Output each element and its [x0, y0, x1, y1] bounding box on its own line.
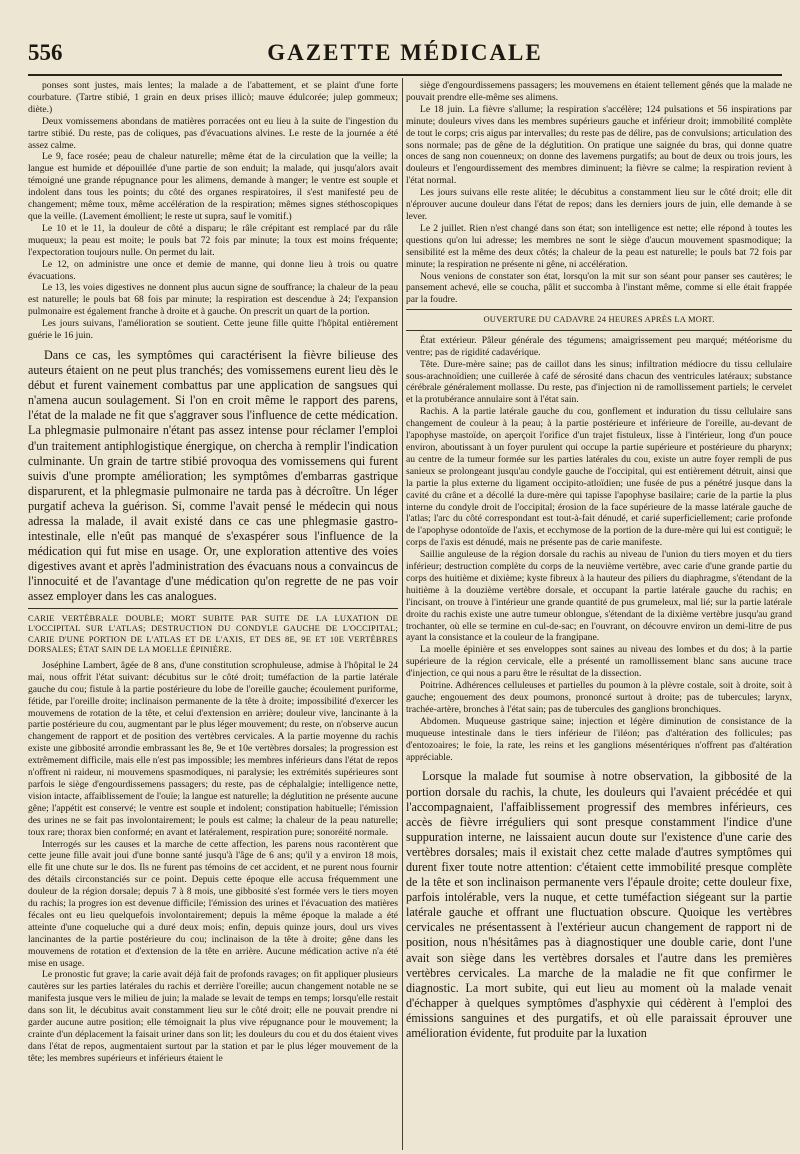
section-rule: [28, 608, 398, 609]
paragraph: Le 18 juin. La fièvre s'allume; la respiration s'accélère; 124 pulsations et 56 inspirations par minute; douleurs vives dans les membres supérieurs gauche et inférieur droit; immobilité complète de tout le corps; cris aigus par intervalles; du reste pas de délire, pas de convulsions; articulation des sons normale; pas de gêne de la déglutition. On pratique une saignée du bras, qui donne quatre onces de sang non couenneux; on donne des lavemens purgatifs; au bout de deux ou trois jours, les douleurs et l'engourdissement des membres diminuent; la fièvre se calme; la respiration revient à l'état normal.: [406, 103, 792, 187]
page-number: 556: [28, 40, 63, 65]
paragraph: siège d'engourdissemens passagers; les mouvemens en étaient tellement gênés que la malade ne pouvait prendre elle-même ses alimens.: [406, 80, 792, 103]
paragraph: Rachis. A la partie latérale gauche du cou, gonflement et induration du tissu cellulaire sans changement de couleur à la peau; à la partie postérieure et inférieure de l'oreille, au-devant de l'apophyse mastoïde, on aperçoit l'orifice d'un trajet fistuleux, lisse à l'intérieur, long d'un pouce environ, aboutissant à un foyer purulent qui occupe la partie supérieure et postérieure du pharynx; au centre de la tumeur formée sur les parties latérales du cou, existe un autre foyer rempli de pus sanieux se prolongeant jusqu'au condyle gauche de l'occipital, qui est entièrement détruit, ainsi que la partie la plus externe du ligament occipito-atloïdien; une fusée de pus a pénétré jusque dans la cavité du crâne et a décollé la dure-mère qui tapisse l'apophyse basilaire; carie de la partie la plus interne du condyle droit de l'occipital; érosion de la face supérieure de la masse latérale gauche de l'atlas; l'arc du côté correspondant est tout-à-fait dénudé, et carié superficiellement; carie profonde de l'apophyse odontoïde de l'axis, et ecchymose de la portion de la dure-mère qui lui est contiguë; le corps de l'axis est dénudé, mais ne présente pas de carie manifeste.: [406, 406, 792, 549]
commentary-paragraph: Dans ce cas, les symptômes qui caractérisent la fièvre bilieuse des auteurs étaient on ne peut plus tranchés; des vomissemens eurent lieu dès le début et furent vainement combattus par une application de sangsues qui n'amena aucun soulagement. Si l'on en croit même le rapport des parens, l'état de la malade ne fit que s'aggraver sous l'influence de cette médication. La phlegmasie pulmonaire n'étant pas assez intense pour réclamer l'emploi d'un traitement antiphlogistique énergique, on chercha à remplir l'indication culminante. Un grain de tartre stibié provoqua des vomissemens qui furent suivis d'une prompte amélioration; les symptômes d'embarras gastrique disparurent, et la phlegmasie pulmonaire ne tarda pas à décroître. Un léger purgatif acheva la guérison. Si, comme l'avait pensé le médecin qui nous adressa la malade, il avait existé dans ce cas une phlegmasie gastro-intestinale, elle n'eût pas manqué de s'exaspérer sous l'influence de la médication qui fut mise en usage. Or, une exploration attentive des voies digestives avant et après l'administration des évacuans nous a convaincus de l'innocuité et de l'avantage d'une médication qu'on regrette de ne pas voir assez employer dans les cas analogues.: [28, 347, 398, 604]
paragraph: ponses sont justes, mais lentes; la malade a de l'abattement, et se plaint d'une forte courbature. (Tartre stibié, 1 grain en deux prises illicò; mauve édulcorée; julep gommeux; diète.): [28, 80, 398, 115]
section-rule: [406, 309, 792, 310]
paragraph: Nous venions de constater son état, lorsqu'on la mit sur son séant pour panser ses cautères; le pansement achevé, elle se coucha, pâlit et succomba à l'instant même, comme si elle était frappée par la foudre.: [406, 270, 792, 306]
paragraph: Saillie anguleuse de la région dorsale du rachis au niveau de l'union du tiers moyen et du tiers inférieur; destruction complète du corps de la neuvième vertèbre, avec carie d'une grande partie du corps des huitième et dixième; kyste fibreux à la hauteur des piliers du diaphragme, s'étendant de la huitième à la douzième vertèbre dorsale, et occupant la partie latérale gauche du rachis; en l'incisant, on trouve à l'intérieur une grande quantité de pus grumeleux, mal lié; sur la partie latérale droite du rachis existe une autre tumeur oblongue, s'étendant de la dixième vertèbre jusqu'au grand trochanter, où elle se termine en cul-de-sac; en l'ouvrant, on découvre environ un demi-litre de pus ayant la consistance et la couleur de la frangipane.: [406, 549, 792, 644]
commentary-paragraph: Lorsque la malade fut soumise à notre observation, la gibbosité de la portion dorsale du rachis, la chute, les douleurs qui l'avaient précédée et qui l'accompagnaient, l'affaiblissement progressif des membres inférieurs, ces accès de fièvre irréguliers qui sont presque constamment l'indice d'une suppuration interne, ne laissaient aucun doute sur l'existence d'une carie des vertèbres dorsales; mais il existait chez cette malade d'autres symptômes qui durent fixer toute notre attention: c'étaient cette immobilité presque complète de la tête et son inclinaison permanente vers l'épaule droite; cette douleur fixe, parfois intolérable, vers la nuque, et cette tuméfaction siégeant sur la partie latérale gauche et offrant une fluctuation obscure. Quoique les vertèbres cervicales ne présentassent à l'extérieur aucun changement de rapport ni de position, nous n'hésitâmes pas à diagnostiquer une double carie, dont l'une avait son siège dans les vertèbres dorsales et l'autre dans les premières vertèbres cervicales. La marche de la maladie ne fit que confirmer le diagnostic. La mort subite, qui eut lieu au moment où la malade venait d'échapper à quelques symptômes d'asphyxie qui cédèrent à l'emploi des émissions sanguines et des purgatifs, et où elle paraissait éprouver une amélioration évidente, fut produite par la luxation: [406, 769, 792, 1041]
paragraph: Deux vomissemens abondans de matières porracées ont eu lieu à la suite de l'ingestion du tartre stibié. Du reste, pas de coliques, pas d'évacuations alvines. Le reste de la journée a été assez calme.: [28, 115, 398, 151]
left-column: [28, 80, 398, 1150]
paragraph: Abdomen. Muqueuse gastrique saine; injection et légère diminution de consistance de la muqueuse intestinale dans le tiers inférieur de l'iléon; pas d'altération des follicules; pas d'entozoaires; le foie, la rate, les reins et les ganglions mésentériques n'offrent pas d'altération appréciable.: [406, 715, 792, 763]
paragraph: Le pronostic fut grave; la carie avait déjà fait de profonds ravages; on fit appliquer plusieurs cautères sur les parties latérales du rachis et derrière l'oreille; aucun changement notable ne se manifesta jusque vers le milieu de juin; la malade se levait de temps en temps; lorsqu'elle restait dans son lit, le décubitus avait constamment lieu sur le côté droit; elle ne pouvait prendre ni garder aucune autre position; elle témoignait la plus vive répugnance pour le mouvement; la crainte d'un déplacement la faisait uriner dans son lit; les douleurs du cou et du dos étaient vives dans l'état de repos, augmentaient surtout par la station et par le plus léger mouvement de la tête; les membres supérieurs et inférieurs étaient le: [28, 969, 398, 1064]
header-rule: [28, 74, 782, 76]
autopsy-heading: OUVERTURE DU CADAVRE 24 HEURES APRÈS LA MORT.: [483, 314, 715, 325]
paragraph: Le 12, on administre une once et demie de manne, qui donne lieu à trois ou quatre évacuations.: [28, 258, 398, 282]
column-divider: [402, 78, 403, 1150]
paragraph: État extérieur. Pâleur générale des tégumens; amaigrissement peu marqué; météorisme du ventre; pas de rigidité cadavérique.: [406, 334, 792, 358]
paragraph: La moelle épinière et ses enveloppes sont saines au niveau des lombes et du dos; à la partie supérieure de la région cervicale, elle a présenté un ramollissement blanc sans aucune trace d'injection, ce qui nous a paru être le résultat de la dissection.: [406, 644, 792, 680]
paragraph: Joséphine Lambert, âgée de 8 ans, d'une constitution scrophuleuse, admise à l'hôpital le 24 mai, nous offrit l'état suivant: décubitus sur le côté droit; tuméfaction de la partie latérale gauche du cou; fistule à la partie postérieure du lobe de l'oreille gauche; écoulement puriforme, fétide, par l'oreille droite; inclinaison permanente de la tête à droite; impossibilité d'exercer les mouvemens de rotation de la tête, et celui d'extension en arrière; douleur vive, lancinante à la partie postérieure du cou, augmentant par le plus léger mouvement; du reste, on n'observe aucun changement de rapport et de position des vertèbres cervicales. A la partie moyenne du rachis existe une gibbosité arrondie embrassant les 8e, 9e et 10e vertèbres dorsales; la progression est extrêmement difficile, mais elle n'est pas impossible; les membres inférieurs dans l'état de repos n'offrent ni raideur, ni mouvemens spasmodiques, ni paralysie; les extrémités supérieures sont parfois le siège d'engourdissemens passagers; du reste, pas de céphalalgie; intelligence nette, vision intacte, affaiblissement de l'ouïe; la langue est naturelle; la déglutition ne présente aucune gêne; l'appétit est conservé; le ventre est souple et indolent; constipation habituelle; l'émission des urines ne se fait pas involontairement; le pouls est calme; la chaleur de la peau naturelle; toux rare; thorax bien conformé; en avant et latéralement, respiration pure; sonoréité normale.: [28, 659, 398, 838]
paragraph: Le 2 juillet. Rien n'est changé dans son état; son intelligence est nette; elle répond à toutes les questions qu'on lui adresse; les membres ne sont le siège d'aucun mouvement spasmodique; la sensibilité est la même des deux côtés; la chaleur de la peau est naturelle; le pouls bat 72 fois par minute; la respiration ne présente ni gêne, ni accélération.: [406, 222, 792, 270]
paragraph: Le 13, les voies digestives ne donnent plus aucun signe de souffrance; la chaleur de la peau est naturelle; le pouls bat 68 fois par minute; la respiration est descendue à 24; l'expansion pulmonaire est également franche à droite et à gauche. On prescrit un quart de la portion.: [28, 282, 398, 318]
case-heading: CARIE VERTÉBRALE DOUBLE; MORT SUBITE PAR SUITE DE LA LUXATION DE L'OCCIPITAL SUR L'ATLAS; DESTRUCTION DU CONDYLE GAUCHE DE L'OCCIPITAL; CARIE D'UNE PORTION DE L'ATLAS ET DE L'AXIS, ET DES 8E, 9E ET 10E VERTÈBRES DORSALES; ÉTAT SAIN DE LA MOELLE ÉPINIÈRE.: [28, 612, 398, 655]
paragraph: Tête. Dure-mère saine; pas de caillot dans les sinus; infiltration médiocre du tissu cellulaire sous-arachnoïdien; une cuillerée à café de sérosité dans chacun des ventricules latéraux; substance cérébrale généralement mollasse. Du reste, pas d'injection ni de ramollissement partiels; le cervelet et la protubérance annulaire sont à l'état sain.: [406, 358, 792, 406]
paragraph: Les jours suivans, l'amélioration se soutient. Cette jeune fille quitte l'hôpital entièrement guérie le 16 juin.: [28, 318, 398, 342]
paragraph: Le 9, face rosée; peau de chaleur naturelle; même état de la circulation que la veille; la langue est humide et dépouillée d'une partie de son enduit; la malade, qui jusqu'alors avait témoigné une grande répugnance pour les alimens, demande à manger; le ventre est souple et indolent dans tous les points; du côté des organes respiratoires, il s'est manifesté peu de changement; même toux, même accélération de la respiration; mêmes signes stéthoscopiques que la veille. (Lavement émollient; le reste ut supra, sauf le vomitif.): [28, 151, 398, 222]
paragraph: Le 10 et le 11, la douleur de côté a disparu; le râle crépitant est remplacé par du râle muqueux; la peau est moite; le pouls bat 72 fois par minute; la toux est moins fréquente; l'expectoration toujours nulle. On permet du lait.: [28, 222, 398, 258]
right-column: [406, 80, 792, 1150]
paragraph: Poitrine. Adhérences celluleuses et partielles du poumon à la plèvre costale, soit à droite, soit à gauche; engouement des deux poumons, prononcé surtout à droite; pas de tubercules; larynx, trachée-artère, bronches à l'état sain; pas de tubercules des ganglions bronchiques.: [406, 680, 792, 715]
page-header: [28, 40, 782, 70]
paragraph: Interrogés sur les causes et la marche de cette affection, les parens nous racontèrent que cette jeune fille avait joui d'une bonne santé jusqu'à l'âge de 6 ans; qu'il y a environ 18 mois, elle fit une chute sur le dos. Ils ne furent pas témoins de cet accident, et ne purent nous fournir des détails circonstanciés sur ce point. Depuis cette époque elle accusa fréquemment une douleur de la région dorsale; depuis 7 à 8 mois, une gibbosité s'est formée vers le tiers moyen du rachis; la progres ion est devenue difficile; l'émission des urines et l'évacuation des matières fécales ont eu lieu quelquefois involontairement; depuis la même époque la malade a été atteinte d'une coqueluche qui a duré deux mois; enfin, depuis quinze jours, doul urs vives lancinantes de la partie postérieure du cou; inclinaison de la tête à droite; gêne dans les mouvemens de rotation et d'extension de la tête en arrière. Aucune médication active n'a été mise en usage.: [28, 838, 398, 969]
paragraph: Les jours suivans elle reste alitée; le décubitus a constamment lieu sur le côté droit; elle dit n'éprouver aucune douleur dans l'état de repos; dans les derniers jours de juin, elle demande à se lever.: [406, 187, 792, 222]
journal-title: GAZETTE MÉDICALE: [267, 40, 543, 65]
section-rule: [406, 330, 792, 331]
